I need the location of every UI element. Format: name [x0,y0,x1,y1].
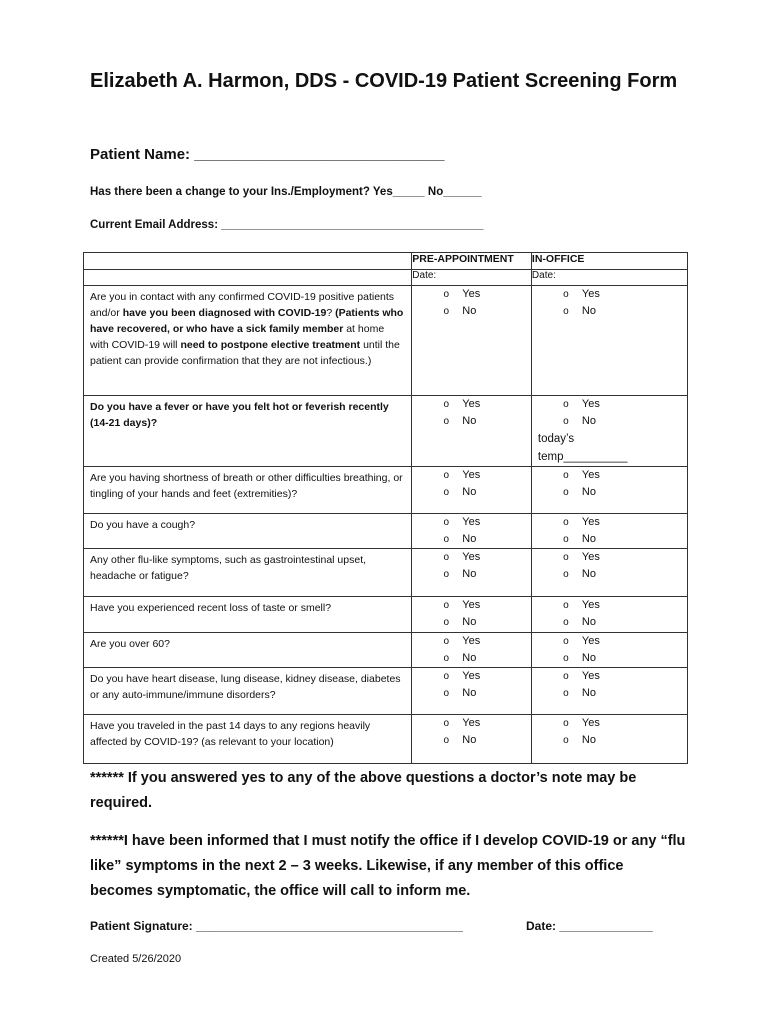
pre-date-label[interactable]: Date: [412,270,532,286]
no-label: No [462,616,477,628]
radio-bullet-icon: o [563,569,569,580]
pre-options [412,549,532,597]
yes-option[interactable] [532,467,687,484]
radio-bullet-icon: o [563,289,569,300]
yes-label: Yes [581,288,600,300]
question-contact [84,286,412,396]
office-options [531,467,687,514]
q1-text-g: until the patient can provide confirmation that they are not infectious.) [90,339,400,367]
screening-table [83,252,688,764]
pre-options [412,467,532,514]
no-label: No [581,533,596,545]
radio-bullet-icon: o [563,517,569,528]
radio-bullet-icon: o [443,487,450,498]
yes-label: Yes [462,635,481,647]
no-option[interactable] [412,732,531,749]
yes-option[interactable] [412,633,531,650]
radio-bullet-icon: o [443,617,450,628]
radio-bullet-icon: o [443,636,450,647]
no-label: No [581,415,596,427]
col-in-office: IN-OFFICE [531,253,687,270]
pre-options [412,597,532,633]
table-row [84,633,688,668]
patient-signature-field[interactable]: Patient Signature: ________________________________________ [90,919,463,933]
no-option[interactable] [412,614,531,631]
radio-bullet-icon: o [443,416,450,427]
no-option[interactable] [412,413,531,430]
yes-label: Yes [462,516,481,528]
signature-date-field[interactable]: Date: ______________ [526,919,653,933]
radio-bullet-icon: o [563,399,569,410]
yes-label: Yes [581,469,600,481]
no-option[interactable] [412,531,531,548]
yes-option[interactable] [532,668,687,685]
radio-bullet-icon: o [443,289,450,300]
radio-bullet-icon: o [563,636,569,647]
yes-label: Yes [581,398,600,410]
yes-option[interactable] [412,549,531,566]
no-option[interactable] [412,650,531,667]
temp-field[interactable]: temp__________ [537,451,628,463]
radio-bullet-icon: o [443,569,450,580]
no-label: No [581,652,596,664]
form-title: Elizabeth A. Harmon, DDS - COVID-19 Patient Screening Form [90,70,678,92]
yes-option[interactable] [532,715,687,732]
office-options [531,286,687,396]
header-blank-cell [84,253,412,270]
radio-bullet-icon: o [443,653,450,664]
office-options [531,633,687,668]
yes-label: Yes [462,288,481,300]
yes-option[interactable] [532,633,687,650]
yes-option[interactable] [532,286,687,303]
radio-bullet-icon: o [443,735,450,746]
office-options [531,668,687,715]
radio-bullet-icon: o [563,653,569,664]
radio-bullet-icon: o [443,306,450,317]
col-pre-appointment: PRE-APPOINTMENT [412,253,532,270]
no-option[interactable] [412,566,531,583]
radio-bullet-icon: o [443,718,450,729]
question-taste-smell: Have you experienced recent loss of taste or smell? [84,597,412,633]
table-row [84,514,688,549]
no-label: No [581,568,596,580]
doctor-note-warning: ****** If you answered yes to any of the above questions a doctor’s note may be required. [90,770,637,811]
table-row [84,549,688,597]
radio-bullet-icon: o [563,534,569,545]
no-option[interactable] [532,650,687,667]
pre-options [412,396,532,467]
yes-label: Yes [462,551,481,563]
yes-label: Yes [462,670,481,682]
radio-bullet-icon: o [443,671,450,682]
no-label: No [581,305,596,317]
no-label: No [581,616,596,628]
no-label: No [462,486,477,498]
office-options [531,514,687,549]
no-option[interactable] [532,614,687,631]
yes-label: Yes [581,551,600,563]
office-date-label[interactable]: Date: [531,270,687,286]
q1-text-c: ? [326,307,336,319]
yes-label: Yes [462,469,481,481]
pre-options [412,633,532,668]
question-breathing: Are you having shortness of breath or other difficulties breathing, or tingling of your hands and feet (extremities)? [84,467,412,514]
table-header-row [84,253,688,270]
yes-option[interactable] [532,549,687,566]
yes-option[interactable] [412,597,531,614]
yes-label: Yes [581,670,600,682]
pre-options [412,514,532,549]
table-row [84,715,688,764]
radio-bullet-icon: o [563,735,569,746]
yes-option[interactable] [412,715,531,732]
no-label: No [581,734,596,746]
radio-bullet-icon: o [443,470,450,481]
radio-bullet-icon: o [563,600,569,611]
yes-option[interactable] [412,467,531,484]
insurance-change-field[interactable]: Has there been a change to your Ins./Employment? Yes_____ No______ [90,186,482,198]
radio-bullet-icon: o [563,671,569,682]
yes-option[interactable] [532,514,687,531]
no-label: No [462,734,477,746]
no-option[interactable] [532,484,687,501]
no-label: No [462,415,477,427]
no-label: No [462,652,477,664]
yes-label: Yes [581,635,600,647]
question-fever [84,396,412,467]
yes-option[interactable] [532,396,687,413]
radio-bullet-icon: o [443,399,450,410]
office-options [531,715,687,764]
table-row [84,668,688,715]
notification-acknowledgement: ******I have been informed that I must notify the office if I develop COVID-19 or any “flu like” symptoms in the next 2 – 3 weeks. Likewise, if any member of this office becomes symptomatic, the office will call to inform me. [90,833,686,899]
table-row [84,286,688,396]
radio-bullet-icon: o [443,534,450,545]
table-row [84,396,688,467]
pre-options [412,715,532,764]
question-flu-symptoms: Any other flu-like symptoms, such as gastrointestinal upset, headache or fatigue? [84,549,412,597]
question-conditions: Do you have heart disease, lung disease, kidney disease, diabetes or any auto-immune/immune disorders? [84,668,412,715]
no-option[interactable] [412,303,531,320]
yes-label: Yes [581,717,600,729]
no-label: No [462,533,477,545]
radio-bullet-icon: o [443,600,450,611]
yes-option[interactable] [412,514,531,531]
q1-text-b: have you been diagnosed with COVID-19 [122,307,327,319]
no-label: No [462,568,477,580]
yes-option[interactable] [532,597,687,614]
radio-bullet-icon: o [563,306,569,317]
no-label: No [581,687,596,699]
no-option[interactable] [532,303,687,320]
radio-bullet-icon: o [563,487,569,498]
radio-bullet-icon: o [443,688,450,699]
no-label: No [581,486,596,498]
table-row [84,467,688,514]
created-date: Created 5/26/2020 [90,953,182,965]
table-row [84,597,688,633]
no-option[interactable] [532,685,687,702]
q1-text-a: Are you in contact with any confirmed COVID-19 positive patients and/or [90,291,395,319]
question-over-60: Are you over 60? [84,633,412,668]
radio-bullet-icon: o [563,718,569,729]
email-field[interactable]: Current Email Address: _________________________________________ [90,219,484,231]
patient-name-field[interactable]: Patient Name: ______________________________ [90,146,445,163]
question-cough: Do you have a cough? [84,514,412,549]
radio-bullet-icon: o [563,416,569,427]
office-options [531,396,687,467]
radio-bullet-icon: o [563,552,569,563]
no-option[interactable] [532,566,687,583]
radio-bullet-icon: o [443,552,450,563]
temp-label: today’s [537,433,575,445]
pre-options [412,286,532,396]
date-blank-cell [84,270,412,286]
no-option[interactable] [412,484,531,501]
no-label: No [462,687,477,699]
yes-label: Yes [581,516,600,528]
q1-text-d: (Patients who have recovered, or who have a sick family member [90,307,404,335]
yes-option[interactable] [412,396,531,413]
no-option[interactable] [532,413,687,430]
q1-text-e: at home with COVID-19 will [90,323,385,351]
office-options [531,549,687,597]
yes-label: Yes [581,599,600,611]
yes-label: Yes [462,717,481,729]
radio-bullet-icon: o [563,617,569,628]
pre-options [412,668,532,715]
q1-text-f: need to postpone elective treatment [180,339,361,351]
yes-label: Yes [462,398,481,410]
no-option[interactable] [532,531,687,548]
q2-text: Do you have a fever or have you felt hot or feverish recently (14-21 days)? [90,401,389,429]
question-travel: Have you traveled in the past 14 days to any regions heavily affected by COVID-19? (as relevant to your location) [84,715,412,764]
no-label: No [462,305,477,317]
yes-option[interactable] [412,286,531,303]
radio-bullet-icon: o [443,517,450,528]
no-option[interactable] [412,685,531,702]
table-date-row [84,270,688,286]
office-options [531,597,687,633]
radio-bullet-icon: o [563,688,569,699]
yes-option[interactable] [412,668,531,685]
no-option[interactable] [532,732,687,749]
radio-bullet-icon: o [563,470,569,481]
yes-label: Yes [462,599,481,611]
